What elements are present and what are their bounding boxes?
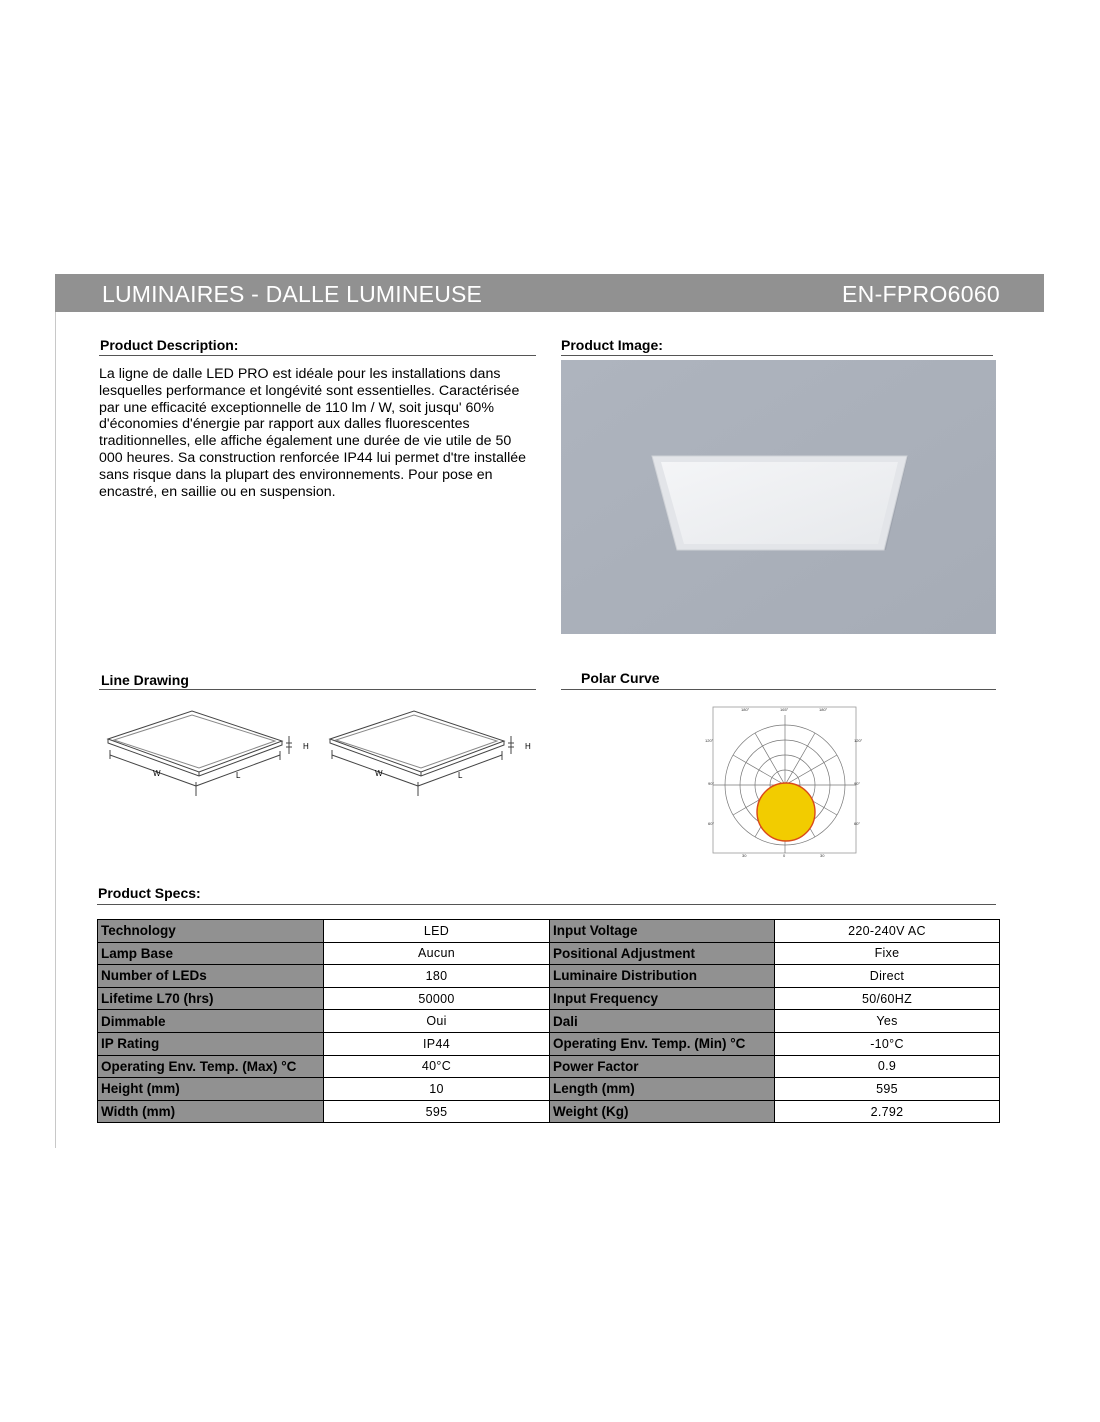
- specs-heading: Product Specs:: [98, 885, 201, 901]
- spec-label: Power Factor: [550, 1055, 775, 1078]
- spec-value: Fixe: [775, 942, 1000, 965]
- spec-value: 0.9: [775, 1055, 1000, 1078]
- polar-angle-label: 30: [820, 853, 825, 858]
- spec-label: Lamp Base: [98, 942, 324, 965]
- table-row: [98, 920, 1000, 943]
- image-heading: Product Image:: [561, 337, 663, 353]
- spec-value: 220-240V AC: [775, 920, 1000, 943]
- polar-angle-label: 90°: [854, 781, 861, 786]
- spec-value: 595: [324, 1100, 550, 1123]
- line-drawing-2: [326, 706, 541, 807]
- spec-label: Lifetime L70 (hrs): [98, 987, 324, 1010]
- spec-value: Yes: [775, 1010, 1000, 1033]
- dim-h-label: H: [303, 742, 309, 751]
- spec-value: 180: [324, 965, 550, 988]
- dim-h-label: H: [525, 742, 531, 751]
- polar-angle-label: 120°: [705, 738, 714, 743]
- description-rule: [99, 355, 536, 356]
- line-drawing-heading: Line Drawing: [101, 672, 189, 688]
- spec-label: Technology: [98, 920, 324, 943]
- spec-value: Direct: [775, 965, 1000, 988]
- spec-label: Operating Env. Temp. (Max) °C: [98, 1055, 324, 1078]
- table-row: [98, 942, 1000, 965]
- spec-value: 40°C: [324, 1055, 550, 1078]
- product-image: [561, 360, 996, 634]
- spec-value: 595: [775, 1078, 1000, 1101]
- spec-value: Aucun: [324, 942, 550, 965]
- line-drawing-1: [104, 706, 319, 807]
- spec-value: 50/60HZ: [775, 987, 1000, 1010]
- polar-angle-label: 60°: [854, 821, 861, 826]
- line-drawing-rule: [99, 689, 536, 690]
- polar-angle-label: 180°: [741, 707, 750, 712]
- table-row: [98, 965, 1000, 988]
- product-code: EN-FPRO6060: [842, 281, 1000, 307]
- specs-table: [97, 919, 1000, 1123]
- spec-label: Dimmable: [98, 1010, 324, 1033]
- polar-curve-rule: [561, 689, 996, 690]
- spec-value: Oui: [324, 1010, 550, 1033]
- spec-label: Input Voltage: [550, 920, 775, 943]
- dim-w-label: W: [153, 769, 161, 778]
- polar-angle-label: 120°: [854, 738, 863, 743]
- spec-label: Weight (Kg): [550, 1100, 775, 1123]
- dim-w-label: W: [375, 769, 383, 778]
- polar-curve-diagram: [705, 705, 863, 865]
- table-row: [98, 1010, 1000, 1033]
- spec-value: 10: [324, 1078, 550, 1101]
- polar-angle-label: 30: [742, 853, 747, 858]
- polar-angle-label: 0: [783, 853, 786, 858]
- polar-angle-label: 60°: [708, 821, 715, 826]
- table-row: [98, 1100, 1000, 1123]
- table-row: [98, 1032, 1000, 1055]
- spec-label: Dali: [550, 1010, 775, 1033]
- spec-label: Operating Env. Temp. (Min) °C: [550, 1032, 775, 1055]
- description-text: La ligne de dalle LED PRO est idéale pour les installations dans lesquelles performance et longévité sont essentielles. Caractérisée par une efficacité exceptionnelle de 110 lm / W, soit jusqu' 60% d'économies d'énergie par rapport aux dalles fluorescentes traditionnelles, elle affiche également une durée de vie utile de 50 000 heures. Sa construction renforcée IP44 lui permet d'tre installée sans risque dans la plupart des environnements. Pour pose en encastré, en saillie ou en suspension.: [99, 366, 526, 500]
- spec-value: 50000: [324, 987, 550, 1010]
- spec-label: Length (mm): [550, 1078, 775, 1101]
- spec-label: IP Rating: [98, 1032, 324, 1055]
- polar-angle-label: 90°: [708, 781, 715, 786]
- led-panel-illustration: [561, 360, 996, 634]
- description-heading: Product Description:: [100, 337, 239, 353]
- header-band: [55, 274, 1044, 312]
- dim-l-label: L: [458, 771, 463, 780]
- spec-value: IP44: [324, 1032, 550, 1055]
- table-row: [98, 1055, 1000, 1078]
- spec-value: LED: [324, 920, 550, 943]
- spec-label: Number of LEDs: [98, 965, 324, 988]
- table-row: [98, 987, 1000, 1010]
- spec-label: Width (mm): [98, 1100, 324, 1123]
- table-row: [98, 1078, 1000, 1101]
- spec-label: Input Frequency: [550, 987, 775, 1010]
- polar-curve-heading: Polar Curve: [581, 670, 660, 686]
- spec-label: Positional Adjustment: [550, 942, 775, 965]
- polar-angle-label: 165°: [780, 707, 789, 712]
- image-rule: [561, 355, 993, 356]
- spec-value: 2.792: [775, 1100, 1000, 1123]
- page-title: LUMINAIRES - DALLE LUMINEUSE: [102, 281, 483, 307]
- polar-angle-label: 180°: [819, 707, 828, 712]
- specs-rule: [97, 904, 996, 905]
- spec-label: Luminaire Distribution: [550, 965, 775, 988]
- dim-l-label: L: [236, 771, 241, 780]
- left-margin-rule: [55, 312, 56, 1148]
- spec-value: -10°C: [775, 1032, 1000, 1055]
- spec-label: Height (mm): [98, 1078, 324, 1101]
